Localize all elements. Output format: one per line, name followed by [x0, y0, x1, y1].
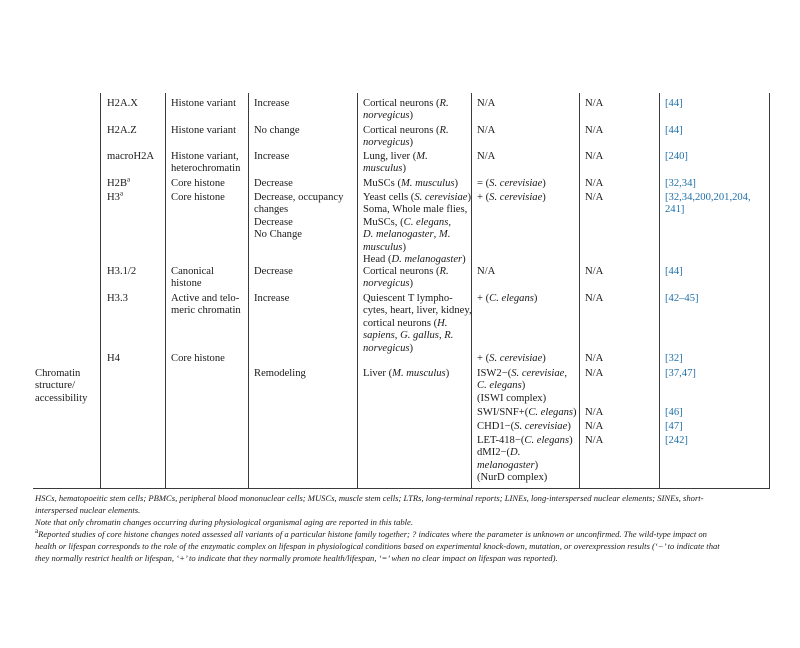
cell-let418-c6-line2: melanogaster) — [477, 459, 539, 471]
cell-h3-c8-line0[interactable]: [32,34,200,201,204, — [665, 192, 751, 203]
cell-h2ax-c7: N/A — [585, 98, 604, 109]
table-bottom-rule — [33, 488, 770, 489]
cell-h4-c7: N/A — [585, 353, 604, 364]
cell-h3-c2: H3$^a$ — [107, 189, 124, 203]
cell-h3-c4-line1: changes — [254, 204, 289, 216]
cell-h2ax-c3: Histone variant — [171, 98, 237, 109]
cell-h4-c6: + (S. cerevisiae) — [477, 353, 546, 364]
cell-h33-c5-line3: sapiens, G. gallus, R. — [363, 330, 454, 342]
cell-h312-c7: N/A — [585, 266, 604, 277]
cell-chromatin-c4: Remodeling — [254, 368, 306, 379]
cell-chromatin-c1-line0: Chromatin — [35, 368, 81, 379]
cell-h2az-c8[interactable]: [44] — [665, 125, 683, 136]
cell-let418-c6-line0: LET-418−(C. elegans) — [477, 435, 573, 446]
cell-chromatin-c6-line1: C. elegans) — [477, 380, 526, 392]
cell-h312-c8[interactable]: [44] — [665, 266, 683, 277]
cell-h3-superscript: a — [119, 189, 124, 198]
cell-swisnf-c6: SWI/SNF+(C. elegans) — [477, 407, 577, 418]
cell-h4-c3: Core histone — [171, 353, 225, 364]
cell-h2az-c6: N/A — [477, 125, 496, 136]
cell-chromatin-c1-line2: accessibility — [35, 392, 88, 404]
column-divider — [769, 93, 770, 489]
cell-h2b-c2: $H2B^a$ — [107, 175, 131, 189]
column-divider — [248, 93, 249, 489]
column-divider — [579, 93, 580, 489]
cell-h33-c6: + (C. elegans) — [477, 293, 538, 304]
cell-h312-c5-line1: norvegicus) — [363, 278, 414, 290]
cell-h2b-c5: MuSCs (M. musculus) — [363, 178, 459, 189]
cell-h3-c5-line1: Soma, Whole male flies, — [363, 204, 468, 216]
cell-chd1-c7: N/A — [585, 421, 604, 432]
cell-macroh2a-c4: Increase — [254, 151, 290, 162]
cell-h2ax-c6: N/A — [477, 98, 496, 109]
cell-h3-c5-line3: D. melanogaster, M. — [363, 229, 451, 241]
cell-h3-c3: Core histone — [171, 192, 225, 203]
cell-h33-c4: Increase — [254, 293, 290, 304]
cell-macroh2a-c2: macroH2A — [107, 151, 155, 162]
cell-h33-c7: N/A — [585, 293, 604, 304]
cell-chromatin-c1-line1: structure/ — [35, 380, 76, 392]
cell-h3-c7: N/A — [585, 192, 604, 203]
footnote-a-line3: they normally restrict health or lifespan, ‘+’ to indicate that they normally promote health/lifespan, ‘=’ when no clear impact on lifespan was reported). — [35, 553, 558, 563]
footnote-abbreviations-line2: interspersed nuclear elements. — [35, 505, 141, 515]
cell-chromatin-c5: Liver (M. musculus) — [363, 368, 450, 379]
cell-h312-c3-line0: Canonical — [171, 266, 214, 277]
footnote-note: Note that only chromatin changes occurring during physiological organismal aging are reported in this table. — [35, 517, 414, 527]
cell-h2b-c6: = (S. cerevisiae) — [477, 178, 546, 189]
cell-h33-c5-line0: Quiescent T lympho- — [363, 293, 453, 304]
cell-h2ax-c5-line0: Cortical neurons (R. — [363, 98, 449, 109]
cell-h33-c8[interactable]: [42–45] — [665, 293, 699, 304]
cell-chd1-c8[interactable]: [47] — [665, 421, 683, 432]
cell-chromatin-c7: N/A — [585, 368, 604, 379]
cell-h3-c6: + (S. cerevisiae) — [477, 192, 546, 203]
cell-h312-c6: N/A — [477, 266, 496, 277]
cell-h312-c2: H3.1/2 — [107, 266, 137, 277]
cell-h2b-superscript: a — [127, 175, 131, 184]
footnote-a-line2: health or lifespan corresponds to the role of the enzymatic complex on lifespan in physiological conditions based on experimental knock-down, mutation, or overexpression results (‘−’ to indicate that — [35, 541, 720, 551]
cell-macroh2a-c7: N/A — [585, 151, 604, 162]
cell-h33-c5-line4: norvegicus) — [363, 342, 414, 354]
cell-let418-c8[interactable]: [242] — [665, 435, 688, 446]
cell-macroh2a-c5-line1: musculus) — [363, 163, 406, 175]
cell-h2az-c7: N/A — [585, 125, 604, 136]
cell-h3-c5-line2: MuSCs, (C. elegans, — [363, 216, 452, 228]
cell-let418-c7: N/A — [585, 435, 604, 446]
cell-h33-c2: H3.3 — [107, 293, 128, 304]
cell-h3-c8-line1[interactable]: 241] — [665, 204, 685, 216]
cell-macroh2a-c3-line1: heterochromatin — [171, 163, 241, 175]
column-divider — [659, 93, 660, 489]
cell-macroh2a-c5-line0: Lung, liver (M. — [363, 151, 428, 162]
cell-h2ax-c4: Increase — [254, 98, 290, 109]
cell-h2b-c8[interactable]: [32,34] — [665, 178, 696, 189]
cell-h2b-c3: Core histone — [171, 178, 225, 189]
cell-h3-c5-line4: musculus) — [363, 241, 406, 253]
cell-h33-c3-line0: Active and telo- — [171, 293, 240, 304]
cell-h312-c5-line0: Cortical neurons (R. — [363, 266, 449, 277]
cell-h4-c2: H4 — [107, 353, 120, 364]
cell-h4-c8[interactable]: [32] — [665, 353, 683, 364]
cell-h3-c5-line5: Head (D. melanogaster) — [363, 254, 466, 265]
cell-h2ax-c8[interactable]: [44] — [665, 98, 683, 109]
cell-macroh2a-c6: N/A — [477, 151, 496, 162]
cell-macroh2a-c8[interactable]: [240] — [665, 151, 688, 162]
cell-macroh2a-c3-line0: Histone variant, — [171, 151, 239, 162]
footnote-abbreviations-line1: HSCs, hematopoeitic stem cells; PBMCs, peripheral blood mononuclear cells; MUSCs, muscle stem cells; LTRs, long-terminal reports; LINEs, long-interspersed nuclear elements; SINEs, short- — [35, 493, 704, 503]
cell-h2az-c3: Histone variant — [171, 125, 237, 136]
cell-h33-c5-line2: cortical neurons (H. — [363, 317, 448, 329]
cell-h33-c5-line1: cytes, heart, liver, kidney, — [363, 305, 472, 317]
cell-swisnf-c8[interactable]: [46] — [665, 407, 683, 418]
cell-h3-c4-line0: Decrease, occupancy — [254, 192, 344, 203]
cell-h2ax-c2: H2A.X — [107, 98, 138, 109]
cell-h3-c5-line0: Yeast cells (S. cerevisiae) — [363, 192, 471, 203]
cell-chromatin-c6-line2: (ISWI complex) — [477, 392, 547, 404]
cell-h2az-c4: No change — [254, 125, 300, 136]
cell-chromatin-c8[interactable]: [37,47] — [665, 368, 696, 379]
cell-h2az-c5-line1: norvegicus) — [363, 137, 414, 149]
column-divider — [165, 93, 166, 489]
cell-h2ax-c5-line1: norvegicus) — [363, 110, 414, 122]
cell-swisnf-c7: N/A — [585, 407, 604, 418]
cell-h2b-c7: N/A — [585, 178, 604, 189]
cell-h3-c4-line2: Decrease — [254, 216, 293, 228]
column-divider — [100, 93, 101, 489]
footnote-a-line1: $^a$Reported studies of core histone changes noted assessed all variants of a particular histone family together; ? indicates where the parameter is unknown or unconfirmed. The wild-type impact on — [35, 527, 707, 539]
column-divider — [471, 93, 472, 489]
cell-h33-c3-line1: meric chromatin — [171, 305, 241, 317]
cell-chd1-c6: CHD1−(S. cerevisiae) — [477, 421, 571, 432]
cell-h312-c4: Decrease — [254, 266, 293, 277]
footnote-a-mark: a — [35, 527, 39, 536]
cell-let418-c6-line3: (NurD complex) — [477, 472, 548, 484]
cell-h2b-c4: Decrease — [254, 178, 293, 189]
column-divider — [357, 93, 358, 489]
cell-let418-c6-line1: dMI2−(D. — [477, 447, 521, 459]
cell-h2az-c5-line0: Cortical neurons (R. — [363, 125, 449, 136]
cell-h312-c3-line1: histone — [171, 278, 202, 290]
cell-chromatin-c6-line0: ISW2−(S. cerevisiae, — [477, 368, 568, 379]
cell-h2az-c2: H2A.Z — [107, 125, 137, 136]
cell-h3-c4-line3: No Change — [254, 229, 302, 241]
